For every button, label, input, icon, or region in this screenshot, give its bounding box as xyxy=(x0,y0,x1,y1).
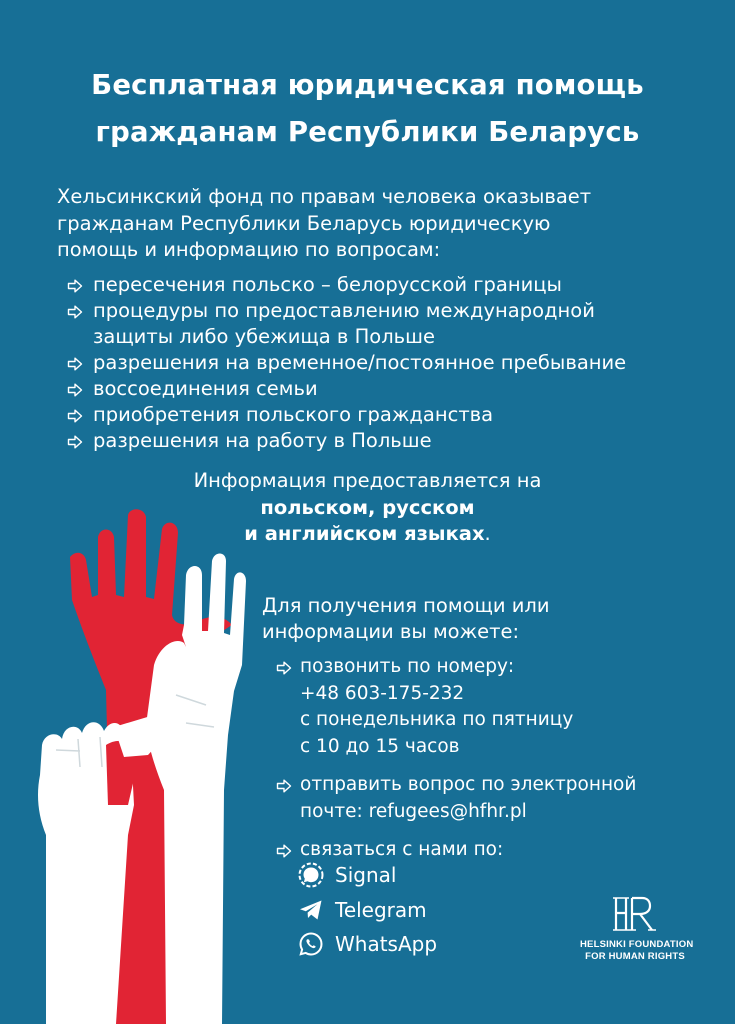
contact-intro-line-1: Для получения помощи или xyxy=(262,594,550,617)
languages-period: . xyxy=(484,522,491,545)
topic-text: процедуры по предоставлению международной xyxy=(93,299,595,322)
list-item xyxy=(67,350,717,376)
arrow-right-icon xyxy=(67,434,83,450)
app-label: WhatsApp xyxy=(335,932,438,956)
contact-intro-line-2: информации вы можете: xyxy=(262,620,520,643)
contact-intro xyxy=(262,593,712,645)
topics-list xyxy=(67,272,717,454)
logo-line-1: HELSINKI FOUNDATION xyxy=(580,939,694,950)
list-item xyxy=(67,428,717,454)
signal-icon xyxy=(298,862,324,888)
arrow-right-icon xyxy=(67,278,83,294)
page-title xyxy=(0,62,735,156)
logo-line-2: FOR HUMAN RIGHTS xyxy=(585,951,685,962)
languages-bold-1: польском, русском xyxy=(260,495,475,519)
arrow-right-icon xyxy=(67,382,83,398)
topic-text: разрешения на работу в Польше xyxy=(93,429,432,452)
phone-hours: с 10 до 15 часов xyxy=(300,735,460,757)
whatsapp-icon xyxy=(298,931,324,957)
list-item xyxy=(67,376,717,402)
phone-days: с понедельника по пятницу xyxy=(300,709,574,730)
contact-list xyxy=(276,654,726,876)
languages-line-1: Информация предоставляется на xyxy=(193,469,542,492)
app-label: Telegram xyxy=(335,897,427,922)
list-item xyxy=(67,402,717,428)
topic-text: приобретения польского гражданства xyxy=(93,403,494,426)
topic-text: защиты либо убежища в Польше xyxy=(93,325,436,348)
languages-bold-2: и английском языках xyxy=(244,522,485,545)
phone-label: позвонить по номеру: xyxy=(300,656,515,677)
contact-item-email xyxy=(276,772,726,825)
arrow-right-icon xyxy=(276,660,292,676)
telegram-icon xyxy=(298,897,324,923)
arrow-right-icon xyxy=(67,304,83,320)
hfhr-monogram xyxy=(612,895,658,935)
list-item xyxy=(67,298,717,350)
topic-text: разрешения на временное/постоянное пребывание xyxy=(93,351,627,374)
list-item xyxy=(67,272,717,298)
intro-line-2: гражданам Республики Беларусь юридическую xyxy=(57,211,551,235)
raised-hands-illustration xyxy=(36,505,252,1024)
hfhr-logo xyxy=(580,895,694,963)
topic-text: воссоединения семьи xyxy=(93,377,318,400)
email-label: отправить вопрос по электронной xyxy=(300,774,637,795)
app-item-telegram[interactable] xyxy=(298,893,558,928)
arrow-right-icon xyxy=(67,408,83,424)
arrow-right-icon xyxy=(276,778,292,794)
intro-line-3: помощь и информацию по вопросам: xyxy=(57,238,441,261)
app-item-signal[interactable] xyxy=(298,858,558,893)
messenger-apps xyxy=(298,858,558,962)
title-line-2: гражданам Республики Беларусь xyxy=(95,116,640,148)
intro-line-1: Хельсинкский фонд по правам человека оказывает xyxy=(57,185,592,208)
contact-item-phone xyxy=(276,654,726,760)
arrow-right-icon xyxy=(67,356,83,372)
app-item-whatsapp[interactable] xyxy=(298,927,558,962)
app-label: Signal xyxy=(335,863,397,887)
email-address[interactable]: почте: refugees@hfhr.pl xyxy=(300,800,527,822)
phone-number[interactable]: +48 603-175-232 xyxy=(300,682,465,704)
topic-text: пересечения польско – белорусской границы xyxy=(93,273,562,296)
messengers-label: связаться с нами по: xyxy=(300,839,504,860)
intro-paragraph xyxy=(57,184,697,264)
arrow-right-icon xyxy=(276,843,292,859)
title-line-1: Бесплатная юридическая помощь xyxy=(91,69,644,101)
